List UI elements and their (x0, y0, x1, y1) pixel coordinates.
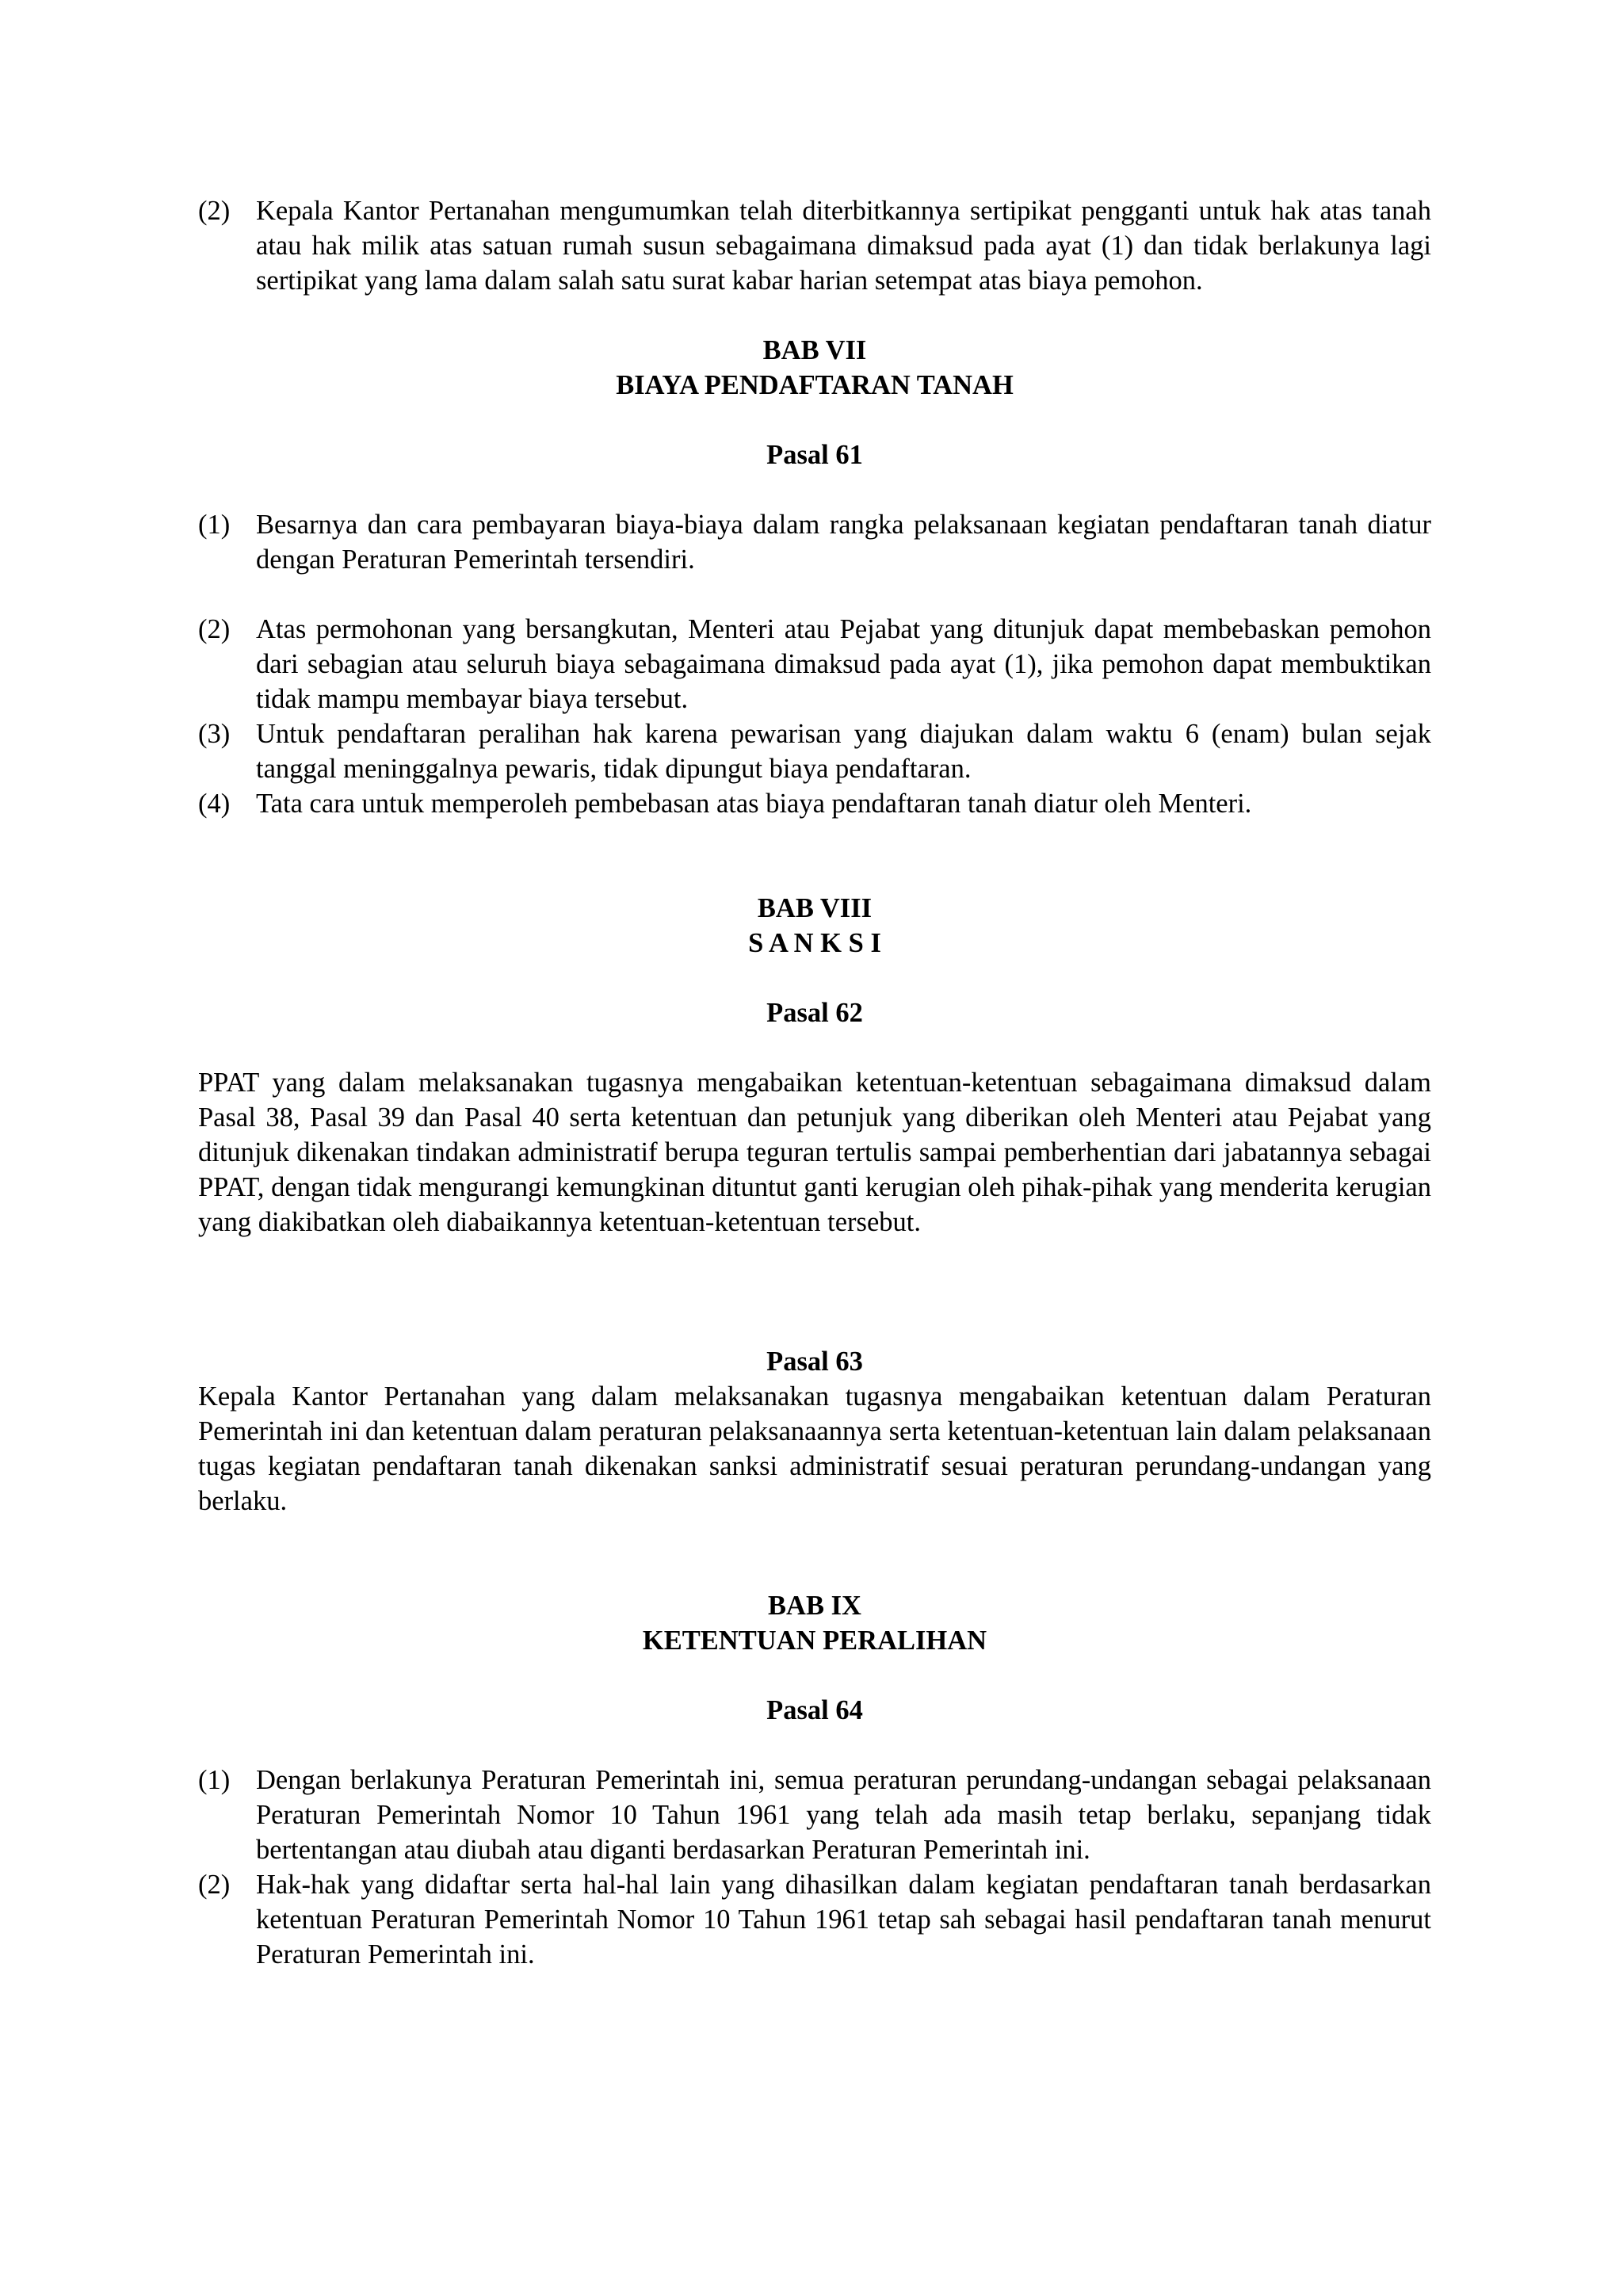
clause-text: Besarnya dan cara pembayaran biaya-biaya dalam rangka pelaksanaan kegiatan pendaftaran tanah diatur dengan Peraturan Pemerintah tersendiri. (256, 510, 1431, 575)
clause-number: (3) (198, 719, 231, 749)
article-64-clause (198, 1867, 1431, 1972)
article-63-text: Kepala Kantor Pertanahan yang dalam melaksanakan tugasnya mengabaikan ketentuan dalam Peraturan Pemerintah ini dan ketentuan dalam peraturan pelaksanaannya serta ketentuan-ketentuan lain dalam pelaksanaan tugas kegiatan pendaftaran tanah dikenakan sanksi administratif sesuai peraturan perundang-undangan yang berlaku. (198, 1381, 1431, 1516)
chapter-number: BAB VII (762, 335, 867, 365)
chapter-number: BAB IX (768, 1591, 861, 1621)
article-61-clause (198, 716, 1431, 786)
clause-number: (4) (198, 789, 231, 819)
chapter-number: BAB VIII (757, 893, 873, 923)
clause-text: Dengan berlakunya Peraturan Pemerintah ini, semua peraturan perundang-undangan sebagai pelaksanaan Peraturan Pemerintah Nomor 10 Tahun 1961 yang telah ada masih tetap berlaku, sepanjang tidak bertentangan atau diubah atau diganti berdasarkan Peraturan Pemerintah ini. (256, 1765, 1431, 1865)
article-61-clause (198, 786, 1431, 821)
clause-text: Hak-hak yang didaftar serta hal-hal lain yang dihasilkan dalam kegiatan pendaftaran tanah berdasarkan ketentuan Peraturan Pemerintah Nomor 10 Tahun 1961 tetap sah sebagai hasil pendaftaran tanah menurut Peraturan Pemerintah ini. (256, 1870, 1431, 1969)
article-61-clause (198, 612, 1431, 716)
document-body (198, 193, 1431, 1972)
clause-number: (1) (198, 1765, 231, 1795)
article-heading: Pasal 64 (766, 1695, 863, 1725)
clause-text: Atas permohonan yang bersangkutan, Menteri atau Pejabat yang ditunjuk dapat membebaskan pemohon dari sebagian atau seluruh biaya sebagaimana dimaksud pada ayat (1), jika pemohon dapat membuktikan tidak mampu membayar biaya tersebut. (256, 614, 1431, 714)
chapter-title: S A N K S I (748, 928, 881, 958)
chapter-title: BIAYA PENDAFTARAN TANAH (616, 370, 1014, 400)
article-heading: Pasal 63 (766, 1347, 863, 1377)
article-heading: Pasal 62 (766, 998, 863, 1028)
clause-number: (2) (198, 196, 231, 226)
article-62-text: PPAT yang dalam melaksanakan tugasnya mengabaikan ketentuan-ketentuan sebagaimana dimaksud dalam Pasal 38, Pasal 39 dan Pasal 40 serta ketentuan dan petunjuk yang diberikan oleh Menteri atau Pejabat yang ditunjuk dikenakan tindakan administratif berupa teguran tertulis sampai pemberhentian dari jabatannya sebagai PPAT, dengan tidak mengurangi kemungkinan dituntut ganti kerugian oleh pihak-pihak yang menderita kerugian yang diakibatkan oleh diabaikannya ketentuan-ketentuan tersebut. (198, 1068, 1431, 1237)
article-61-clause (198, 507, 1431, 577)
article-64-clause (198, 1763, 1431, 1867)
clause-text: Kepala Kantor Pertanahan mengumumkan telah diterbitkannya sertipikat pengganti untuk hak atas tanah atau hak milik atas satuan rumah susun sebagaimana dimaksud pada ayat (1) dan tidak berlakunya lagi sertipikat yang lama dalam salah satu surat kabar harian setempat atas biaya pemohon. (256, 196, 1431, 296)
clause-number: (1) (198, 510, 231, 540)
clause-number: (2) (198, 1870, 231, 1900)
article-60-clause (198, 193, 1431, 298)
article-heading: Pasal 61 (766, 440, 863, 470)
clause-text: Tata cara untuk memperoleh pembebasan atas biaya pendaftaran tanah diatur oleh Menteri. (256, 789, 1252, 819)
clause-text: Untuk pendaftaran peralihan hak karena pewarisan yang diajukan dalam waktu 6 (enam) bulan sejak tanggal meninggalnya pewaris, tidak dipungut biaya pendaftaran. (256, 719, 1431, 784)
chapter-title: KETENTUAN PERALIHAN (642, 1626, 987, 1656)
clause-number: (2) (198, 614, 231, 644)
